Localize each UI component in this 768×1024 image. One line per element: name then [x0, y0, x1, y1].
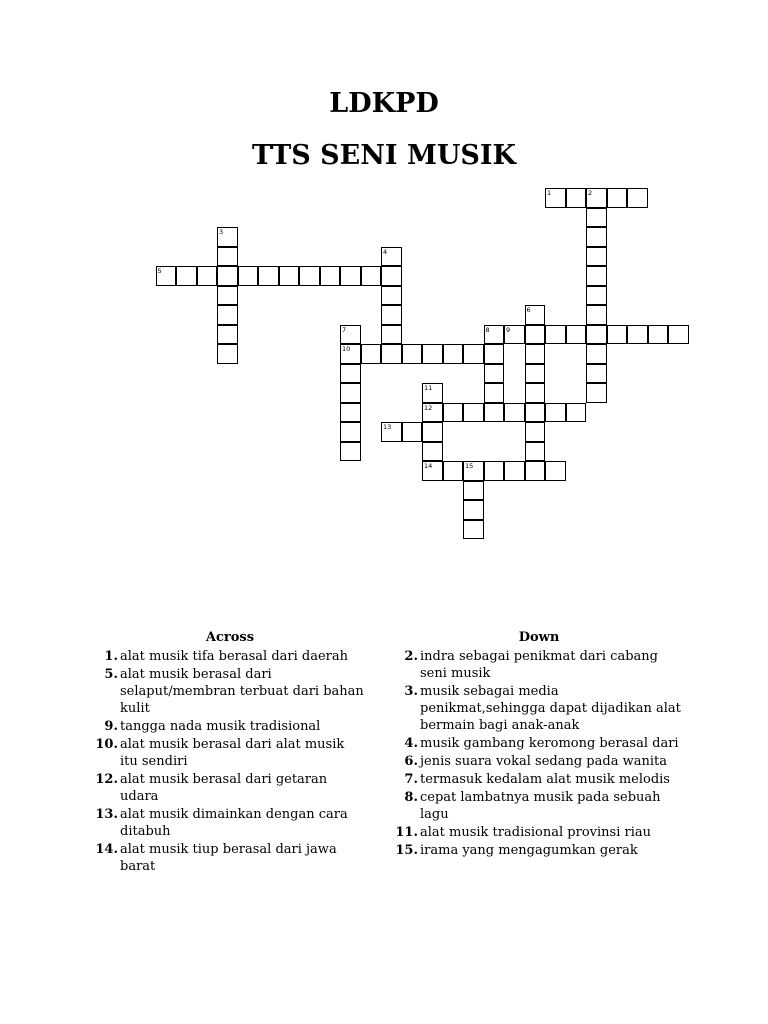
grid-cell[interactable]	[504, 403, 525, 423]
grid-cell[interactable]	[607, 325, 628, 345]
grid-cell[interactable]	[320, 266, 341, 286]
grid-cell[interactable]	[156, 266, 177, 286]
across-clue	[94, 771, 366, 805]
grid-cell[interactable]	[340, 266, 361, 286]
grid-cell[interactable]	[340, 422, 361, 442]
clue-number-label: 9	[506, 325, 511, 334]
clue-number: 11.	[395, 825, 418, 840]
across-clues	[94, 630, 366, 876]
grid-cell[interactable]	[217, 227, 238, 247]
clue-text: alat musik berasal dari selaput/membran terbuat dari bahan kulit	[120, 667, 364, 716]
clue-text: tangga nada musik tradisional	[120, 719, 321, 734]
clue-number: 3.	[404, 684, 418, 699]
grid-cell[interactable]	[484, 383, 505, 403]
grid-cell[interactable]	[381, 286, 402, 306]
clue-number: 9.	[104, 719, 118, 734]
clue-number-label: 14	[424, 462, 433, 470]
grid-cell[interactable]	[525, 403, 546, 423]
clue-text: alat musik tiup berasal dari jawa barat	[120, 842, 337, 874]
grid-cell[interactable]	[586, 383, 607, 403]
grid-cell[interactable]	[422, 461, 443, 481]
grid-cell[interactable]	[279, 266, 300, 286]
down-clue	[394, 735, 684, 752]
grid-cell[interactable]	[443, 461, 464, 481]
grid-cell[interactable]	[586, 227, 607, 247]
clue-text: irama yang mengagumkan gerak	[420, 843, 638, 858]
clue-number-label: 15	[465, 462, 474, 470]
grid-cell[interactable]	[340, 344, 361, 364]
grid-cell[interactable]	[484, 364, 505, 384]
down-clue	[394, 648, 684, 682]
down-clue	[394, 771, 684, 788]
grid-cell[interactable]	[422, 344, 443, 364]
clue-number-label: 10	[342, 345, 351, 353]
grid-cell[interactable]	[463, 403, 484, 423]
grid-cell[interactable]	[586, 188, 607, 208]
grid-cell[interactable]	[525, 344, 546, 364]
grid-cell[interactable]	[402, 422, 423, 442]
grid-cell[interactable]	[586, 247, 607, 267]
down-clue	[394, 753, 684, 770]
grid-cell[interactable]	[545, 403, 566, 423]
grid-cell[interactable]	[525, 305, 546, 325]
grid-cell[interactable]	[340, 364, 361, 384]
grid-cell[interactable]	[586, 325, 607, 345]
clue-number-label: 6	[526, 306, 531, 314]
down-clue	[394, 683, 684, 734]
grid-cell[interactable]	[463, 344, 484, 364]
clue-number: 4.	[404, 736, 418, 751]
clue-number-label: 11	[424, 384, 433, 392]
grid-cell[interactable]	[422, 403, 443, 423]
clue-number-label: 13	[383, 423, 392, 431]
grid-cell[interactable]	[422, 442, 443, 462]
clue-text: alat musik berasal dari alat musik itu sendiri	[120, 737, 345, 769]
grid-cell[interactable]	[648, 325, 669, 345]
grid-cell[interactable]	[566, 403, 587, 423]
clue-number: 14.	[95, 842, 118, 857]
down-clue	[394, 842, 684, 859]
grid-cell[interactable]	[443, 403, 464, 423]
grid-cell[interactable]	[197, 266, 218, 286]
grid-cell[interactable]	[463, 520, 484, 540]
grid-cell[interactable]	[586, 364, 607, 384]
grid-cell[interactable]	[484, 403, 505, 423]
clue-number: 7.	[404, 772, 418, 787]
grid-cell[interactable]	[484, 325, 505, 345]
grid-cell[interactable]	[381, 305, 402, 325]
clue-number-label: 7	[342, 325, 347, 334]
grid-cell[interactable]	[340, 325, 361, 345]
grid-cell[interactable]	[525, 383, 546, 403]
grid-cell[interactable]	[217, 286, 238, 306]
clue-number: 1.	[104, 649, 118, 664]
across-clue	[94, 841, 366, 875]
grid-cell[interactable]	[525, 461, 546, 481]
page-title: LDKPD	[329, 88, 439, 119]
down-heading: Down	[518, 630, 560, 645]
clue-number: 5.	[104, 667, 118, 682]
clue-number: 12.	[95, 772, 118, 787]
grid-cell[interactable]	[545, 325, 566, 345]
clue-number: 2.	[404, 649, 418, 664]
grid-cell[interactable]	[463, 461, 484, 481]
grid-cell[interactable]	[176, 266, 197, 286]
grid-cell[interactable]	[566, 325, 587, 345]
across-clue	[94, 718, 366, 735]
clue-text: alat musik berasal dari getaran udara	[120, 772, 328, 804]
clue-text: musik sebagai media penikmat,sehingga dapat dijadikan alat bermain bagi anak-anak	[420, 684, 681, 733]
grid-cell[interactable]	[586, 208, 607, 228]
grid-cell[interactable]	[340, 403, 361, 423]
grid-cell[interactable]	[299, 266, 320, 286]
grid-cell[interactable]	[217, 247, 238, 267]
grid-cell[interactable]	[525, 442, 546, 462]
clue-number-label: 8	[485, 325, 490, 334]
grid-cell[interactable]	[463, 481, 484, 501]
grid-cell[interactable]	[422, 422, 443, 442]
grid-cell[interactable]	[607, 188, 628, 208]
grid-cell[interactable]	[443, 344, 464, 364]
grid-cell[interactable]	[525, 325, 546, 345]
grid-cell[interactable]	[463, 500, 484, 520]
grid-cell[interactable]	[586, 305, 607, 325]
grid-cell[interactable]	[545, 461, 566, 481]
across-clue	[94, 806, 366, 840]
grid-cell[interactable]	[217, 305, 238, 325]
clue-number: 15.	[395, 843, 418, 858]
grid-cell[interactable]	[340, 383, 361, 403]
down-clue	[394, 824, 684, 841]
grid-cell[interactable]	[627, 188, 648, 208]
grid-cell[interactable]	[484, 461, 505, 481]
clue-number-label: 3	[219, 228, 224, 236]
grid-cell[interactable]	[525, 364, 546, 384]
clue-text: cepat lambatnya musik pada sebuah lagu	[420, 790, 661, 822]
clue-number-label: 5	[157, 267, 162, 275]
grid-cell[interactable]	[340, 442, 361, 462]
grid-cell[interactable]	[381, 247, 402, 267]
grid-cell[interactable]	[545, 188, 566, 208]
grid-cell[interactable]	[381, 266, 402, 286]
clue-text: musik gambang keromong berasal dari	[420, 736, 679, 751]
clue-text: jenis suara vokal sedang pada wanita	[420, 754, 667, 769]
grid-cell[interactable]	[217, 266, 238, 286]
grid-cell[interactable]	[484, 344, 505, 364]
grid-cell[interactable]	[258, 266, 279, 286]
grid-cell[interactable]	[586, 266, 607, 286]
grid-cell[interactable]	[422, 383, 443, 403]
grid-cell[interactable]	[504, 325, 525, 345]
grid-cell[interactable]	[238, 266, 259, 286]
across-clue	[94, 666, 366, 717]
clue-number: 13.	[95, 807, 118, 822]
down-clues	[394, 630, 684, 860]
grid-cell[interactable]	[668, 325, 689, 345]
clue-number: 8.	[404, 790, 418, 805]
grid-cell[interactable]	[217, 325, 238, 345]
clue-number-label: 4	[383, 247, 388, 256]
clue-text: indra sebagai penikmat dari cabang seni musik	[420, 649, 658, 681]
clue-text: alat musik tifa berasal dari daerah	[120, 649, 349, 664]
grid-cell[interactable]	[525, 422, 546, 442]
grid-cell[interactable]	[361, 266, 382, 286]
clue-number-label: 12	[424, 403, 433, 412]
clue-number-label: 2	[588, 189, 593, 197]
across-heading: Across	[205, 630, 255, 645]
clue-number: 6.	[404, 754, 418, 769]
clue-text: termasuk kedalam alat musik melodis	[420, 772, 670, 787]
grid-cell[interactable]	[361, 344, 382, 364]
grid-cell[interactable]	[504, 461, 525, 481]
grid-cell[interactable]	[566, 188, 587, 208]
grid-cell[interactable]	[381, 344, 402, 364]
grid-cell[interactable]	[402, 344, 423, 364]
across-clue	[94, 648, 366, 665]
grid-cell[interactable]	[381, 422, 402, 442]
clue-number-label: 1	[547, 189, 552, 197]
across-clue	[94, 736, 366, 770]
grid-cell[interactable]	[586, 344, 607, 364]
clue-text: alat musik tradisional provinsi riau	[420, 825, 651, 840]
grid-cell[interactable]	[217, 344, 238, 364]
grid-cell[interactable]	[627, 325, 648, 345]
clue-text: alat musik dimainkan dengan cara ditabuh	[120, 807, 348, 839]
grid-cell[interactable]	[381, 325, 402, 345]
down-clue	[394, 789, 684, 823]
page-subtitle: TTS SENI MUSIK	[252, 140, 516, 171]
grid-cell[interactable]	[586, 286, 607, 306]
clue-number: 10.	[95, 737, 118, 752]
